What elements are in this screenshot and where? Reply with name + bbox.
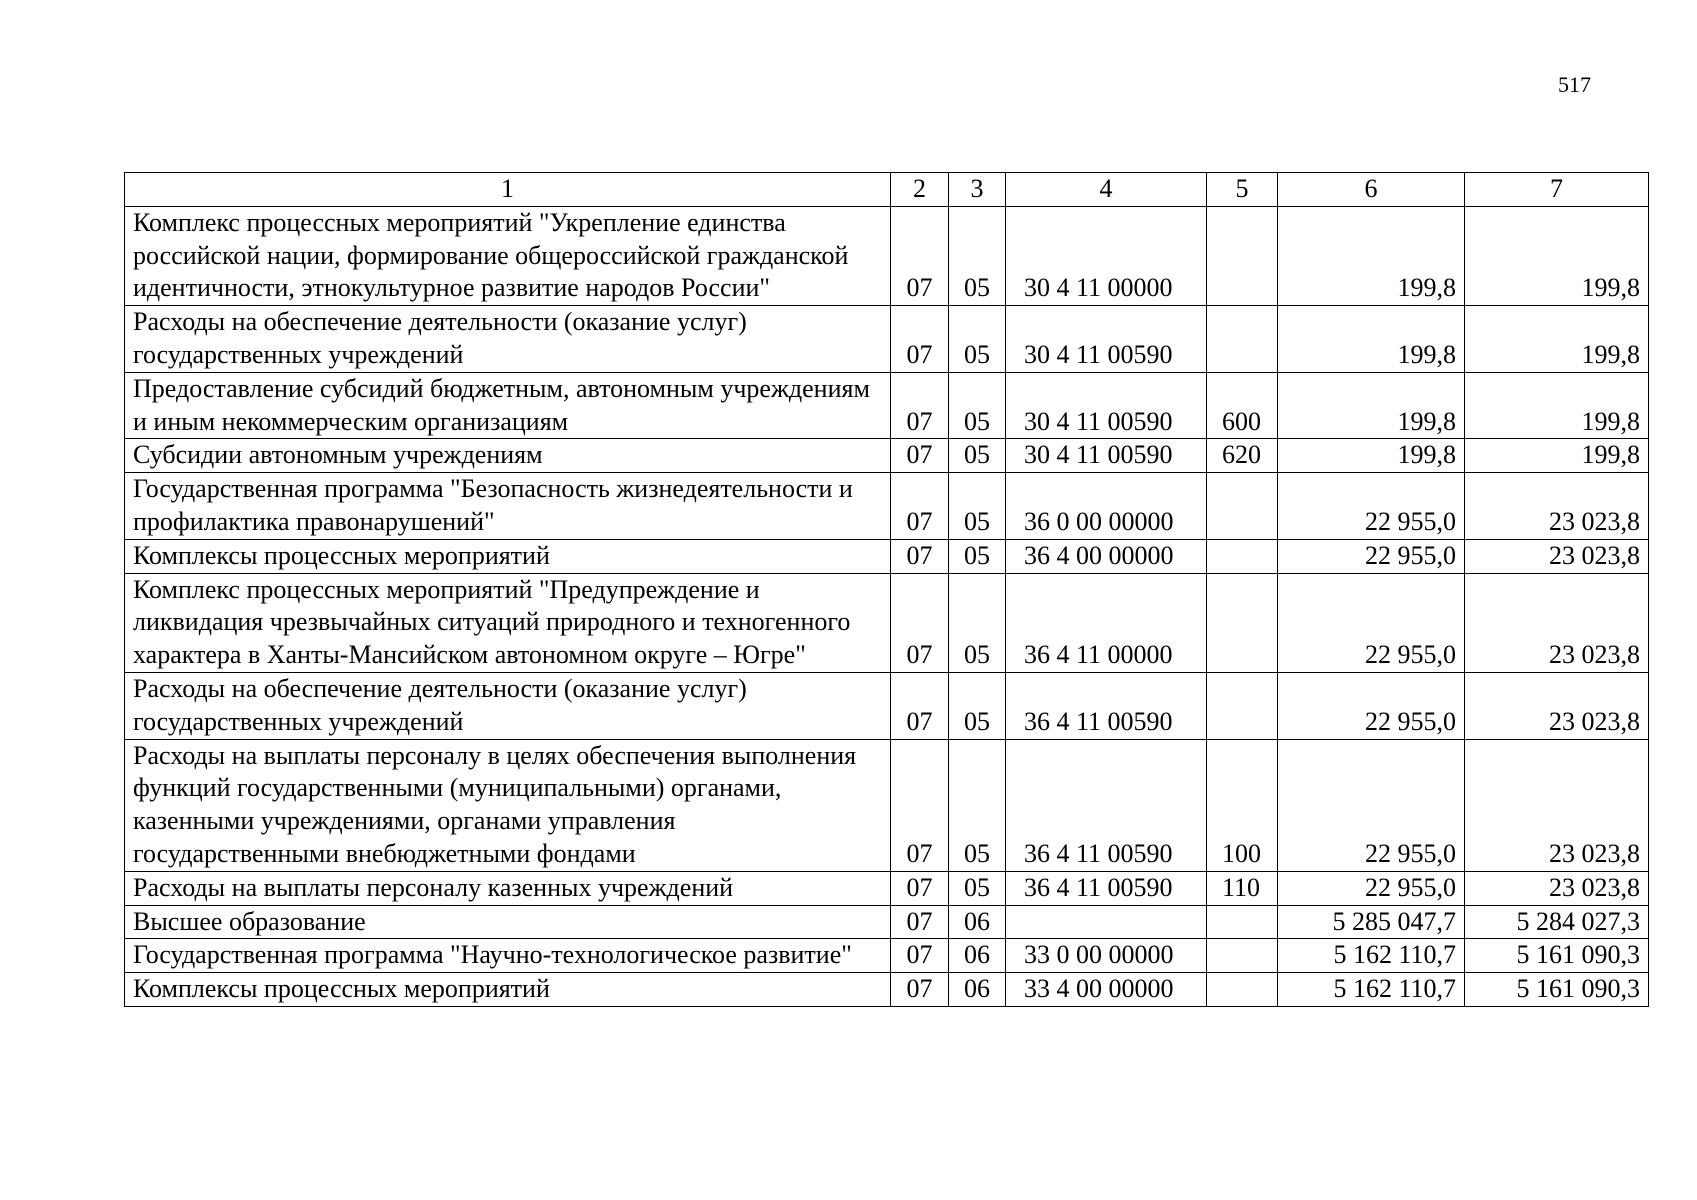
- table-row: [125, 672, 1649, 739]
- amount-col-7: 5 161 090,3: [1465, 973, 1649, 1007]
- subsection-code: 05: [949, 206, 1006, 305]
- target-article-code: [1006, 905, 1207, 939]
- amount-col-6: 22 955,0: [1278, 573, 1465, 672]
- column-header: 6: [1278, 173, 1465, 207]
- budget-table: [124, 172, 1649, 1007]
- target-article-code: 36 4 11 00000: [1006, 573, 1207, 672]
- target-article-code: 30 4 11 00000: [1006, 206, 1207, 305]
- table-row: [125, 973, 1649, 1007]
- table-row: [125, 739, 1649, 871]
- expense-type-code: [1207, 672, 1278, 739]
- expense-type-code: 110: [1207, 871, 1278, 905]
- amount-col-6: 199,8: [1278, 372, 1465, 439]
- section-code: 07: [891, 372, 949, 439]
- amount-col-7: 199,8: [1465, 306, 1649, 373]
- expense-type-code: [1207, 473, 1278, 540]
- table-row: [125, 306, 1649, 373]
- expense-type-code: [1207, 939, 1278, 973]
- section-code: 07: [891, 439, 949, 473]
- expense-type-code: [1207, 306, 1278, 373]
- row-description: Предоставление субсидий бюджетным, автономным учреждениям и иным некоммерческим организациям: [125, 372, 891, 439]
- subsection-code: 05: [949, 871, 1006, 905]
- amount-col-7: 23 023,8: [1465, 539, 1649, 573]
- row-description: Государственная программа "Безопасность жизнедеятельности и профилактика правонарушений": [125, 473, 891, 540]
- section-code: 07: [891, 573, 949, 672]
- table-row: [125, 439, 1649, 473]
- table-row: [125, 473, 1649, 540]
- amount-col-6: 22 955,0: [1278, 473, 1465, 540]
- section-code: 07: [891, 672, 949, 739]
- subsection-code: 05: [949, 439, 1006, 473]
- section-code: 07: [891, 739, 949, 871]
- expense-type-code: [1207, 539, 1278, 573]
- table-header-row: [125, 173, 1649, 207]
- amount-col-7: 199,8: [1465, 206, 1649, 305]
- amount-col-6: 5 162 110,7: [1278, 973, 1465, 1007]
- target-article-code: 30 4 11 00590: [1006, 439, 1207, 473]
- row-description: Государственная программа "Научно-технологическое развитие": [125, 939, 891, 973]
- subsection-code: 06: [949, 905, 1006, 939]
- amount-col-7: 199,8: [1465, 439, 1649, 473]
- expense-type-code: [1207, 206, 1278, 305]
- table-row: [125, 573, 1649, 672]
- column-header: 4: [1006, 173, 1207, 207]
- section-code: 07: [891, 539, 949, 573]
- expense-type-code: [1207, 573, 1278, 672]
- table-row: [125, 939, 1649, 973]
- row-description: Комплекс процессных мероприятий "Укрепление единства российской нации, формирование общероссийской гражданской идентичности, этнокультурное развитие народов России": [125, 206, 891, 305]
- subsection-code: 05: [949, 739, 1006, 871]
- table-row: [125, 871, 1649, 905]
- subsection-code: 05: [949, 306, 1006, 373]
- target-article-code: 36 0 00 00000: [1006, 473, 1207, 540]
- row-description: Комплексы процессных мероприятий: [125, 539, 891, 573]
- amount-col-6: 199,8: [1278, 439, 1465, 473]
- amount-col-7: 23 023,8: [1465, 739, 1649, 871]
- amount-col-6: 5 285 047,7: [1278, 905, 1465, 939]
- row-description: Расходы на выплаты персоналу в целях обеспечения выполнения функций государственными (муниципальными) органами, казенными учреждениями, органами управления государственными внебюджетными фондами: [125, 739, 891, 871]
- section-code: 07: [891, 206, 949, 305]
- column-header: 7: [1465, 173, 1649, 207]
- amount-col-7: 5 284 027,3: [1465, 905, 1649, 939]
- amount-col-6: 199,8: [1278, 206, 1465, 305]
- amount-col-6: 199,8: [1278, 306, 1465, 373]
- section-code: 07: [891, 905, 949, 939]
- target-article-code: 30 4 11 00590: [1006, 372, 1207, 439]
- amount-col-7: 5 161 090,3: [1465, 939, 1649, 973]
- subsection-code: 05: [949, 573, 1006, 672]
- row-description: Субсидии автономным учреждениям: [125, 439, 891, 473]
- target-article-code: 36 4 00 00000: [1006, 539, 1207, 573]
- section-code: 07: [891, 973, 949, 1007]
- column-header: 1: [125, 173, 891, 207]
- amount-col-6: 22 955,0: [1278, 871, 1465, 905]
- amount-col-6: 22 955,0: [1278, 672, 1465, 739]
- expense-type-code: 600: [1207, 372, 1278, 439]
- amount-col-7: 23 023,8: [1465, 672, 1649, 739]
- section-code: 07: [891, 871, 949, 905]
- subsection-code: 05: [949, 473, 1006, 540]
- row-description: Расходы на выплаты персоналу казенных учреждений: [125, 871, 891, 905]
- section-code: 07: [891, 473, 949, 540]
- target-article-code: 33 4 00 00000: [1006, 973, 1207, 1007]
- target-article-code: 36 4 11 00590: [1006, 672, 1207, 739]
- amount-col-6: 5 162 110,7: [1278, 939, 1465, 973]
- row-description: Комплекс процессных мероприятий "Предупреждение и ликвидация чрезвычайных ситуаций природного и техногенного характера в Ханты-Мансийском автономном округе – Югре": [125, 573, 891, 672]
- expense-type-code: 620: [1207, 439, 1278, 473]
- section-code: 07: [891, 939, 949, 973]
- table-row: [125, 905, 1649, 939]
- subsection-code: 05: [949, 672, 1006, 739]
- row-description: Расходы на обеспечение деятельности (оказание услуг) государственных учреждений: [125, 306, 891, 373]
- expense-type-code: 100: [1207, 739, 1278, 871]
- column-header: 2: [891, 173, 949, 207]
- table-row: [125, 372, 1649, 439]
- column-header: 3: [949, 173, 1006, 207]
- amount-col-6: 22 955,0: [1278, 539, 1465, 573]
- expense-type-code: [1207, 973, 1278, 1007]
- subsection-code: 06: [949, 973, 1006, 1007]
- amount-col-7: 23 023,8: [1465, 473, 1649, 540]
- target-article-code: 30 4 11 00590: [1006, 306, 1207, 373]
- row-description: Расходы на обеспечение деятельности (оказание услуг) государственных учреждений: [125, 672, 891, 739]
- target-article-code: 33 0 00 00000: [1006, 939, 1207, 973]
- amount-col-7: 23 023,8: [1465, 871, 1649, 905]
- subsection-code: 06: [949, 939, 1006, 973]
- row-description: Комплексы процессных мероприятий: [125, 973, 891, 1007]
- subsection-code: 05: [949, 539, 1006, 573]
- target-article-code: 36 4 11 00590: [1006, 871, 1207, 905]
- table-row: [125, 539, 1649, 573]
- row-description: Высшее образование: [125, 905, 891, 939]
- section-code: 07: [891, 306, 949, 373]
- page-number: 517: [1558, 72, 1591, 97]
- table-row: [125, 206, 1649, 305]
- subsection-code: 05: [949, 372, 1006, 439]
- target-article-code: 36 4 11 00590: [1006, 739, 1207, 871]
- amount-col-7: 199,8: [1465, 372, 1649, 439]
- amount-col-6: 22 955,0: [1278, 739, 1465, 871]
- expense-type-code: [1207, 905, 1278, 939]
- amount-col-7: 23 023,8: [1465, 573, 1649, 672]
- column-header: 5: [1207, 173, 1278, 207]
